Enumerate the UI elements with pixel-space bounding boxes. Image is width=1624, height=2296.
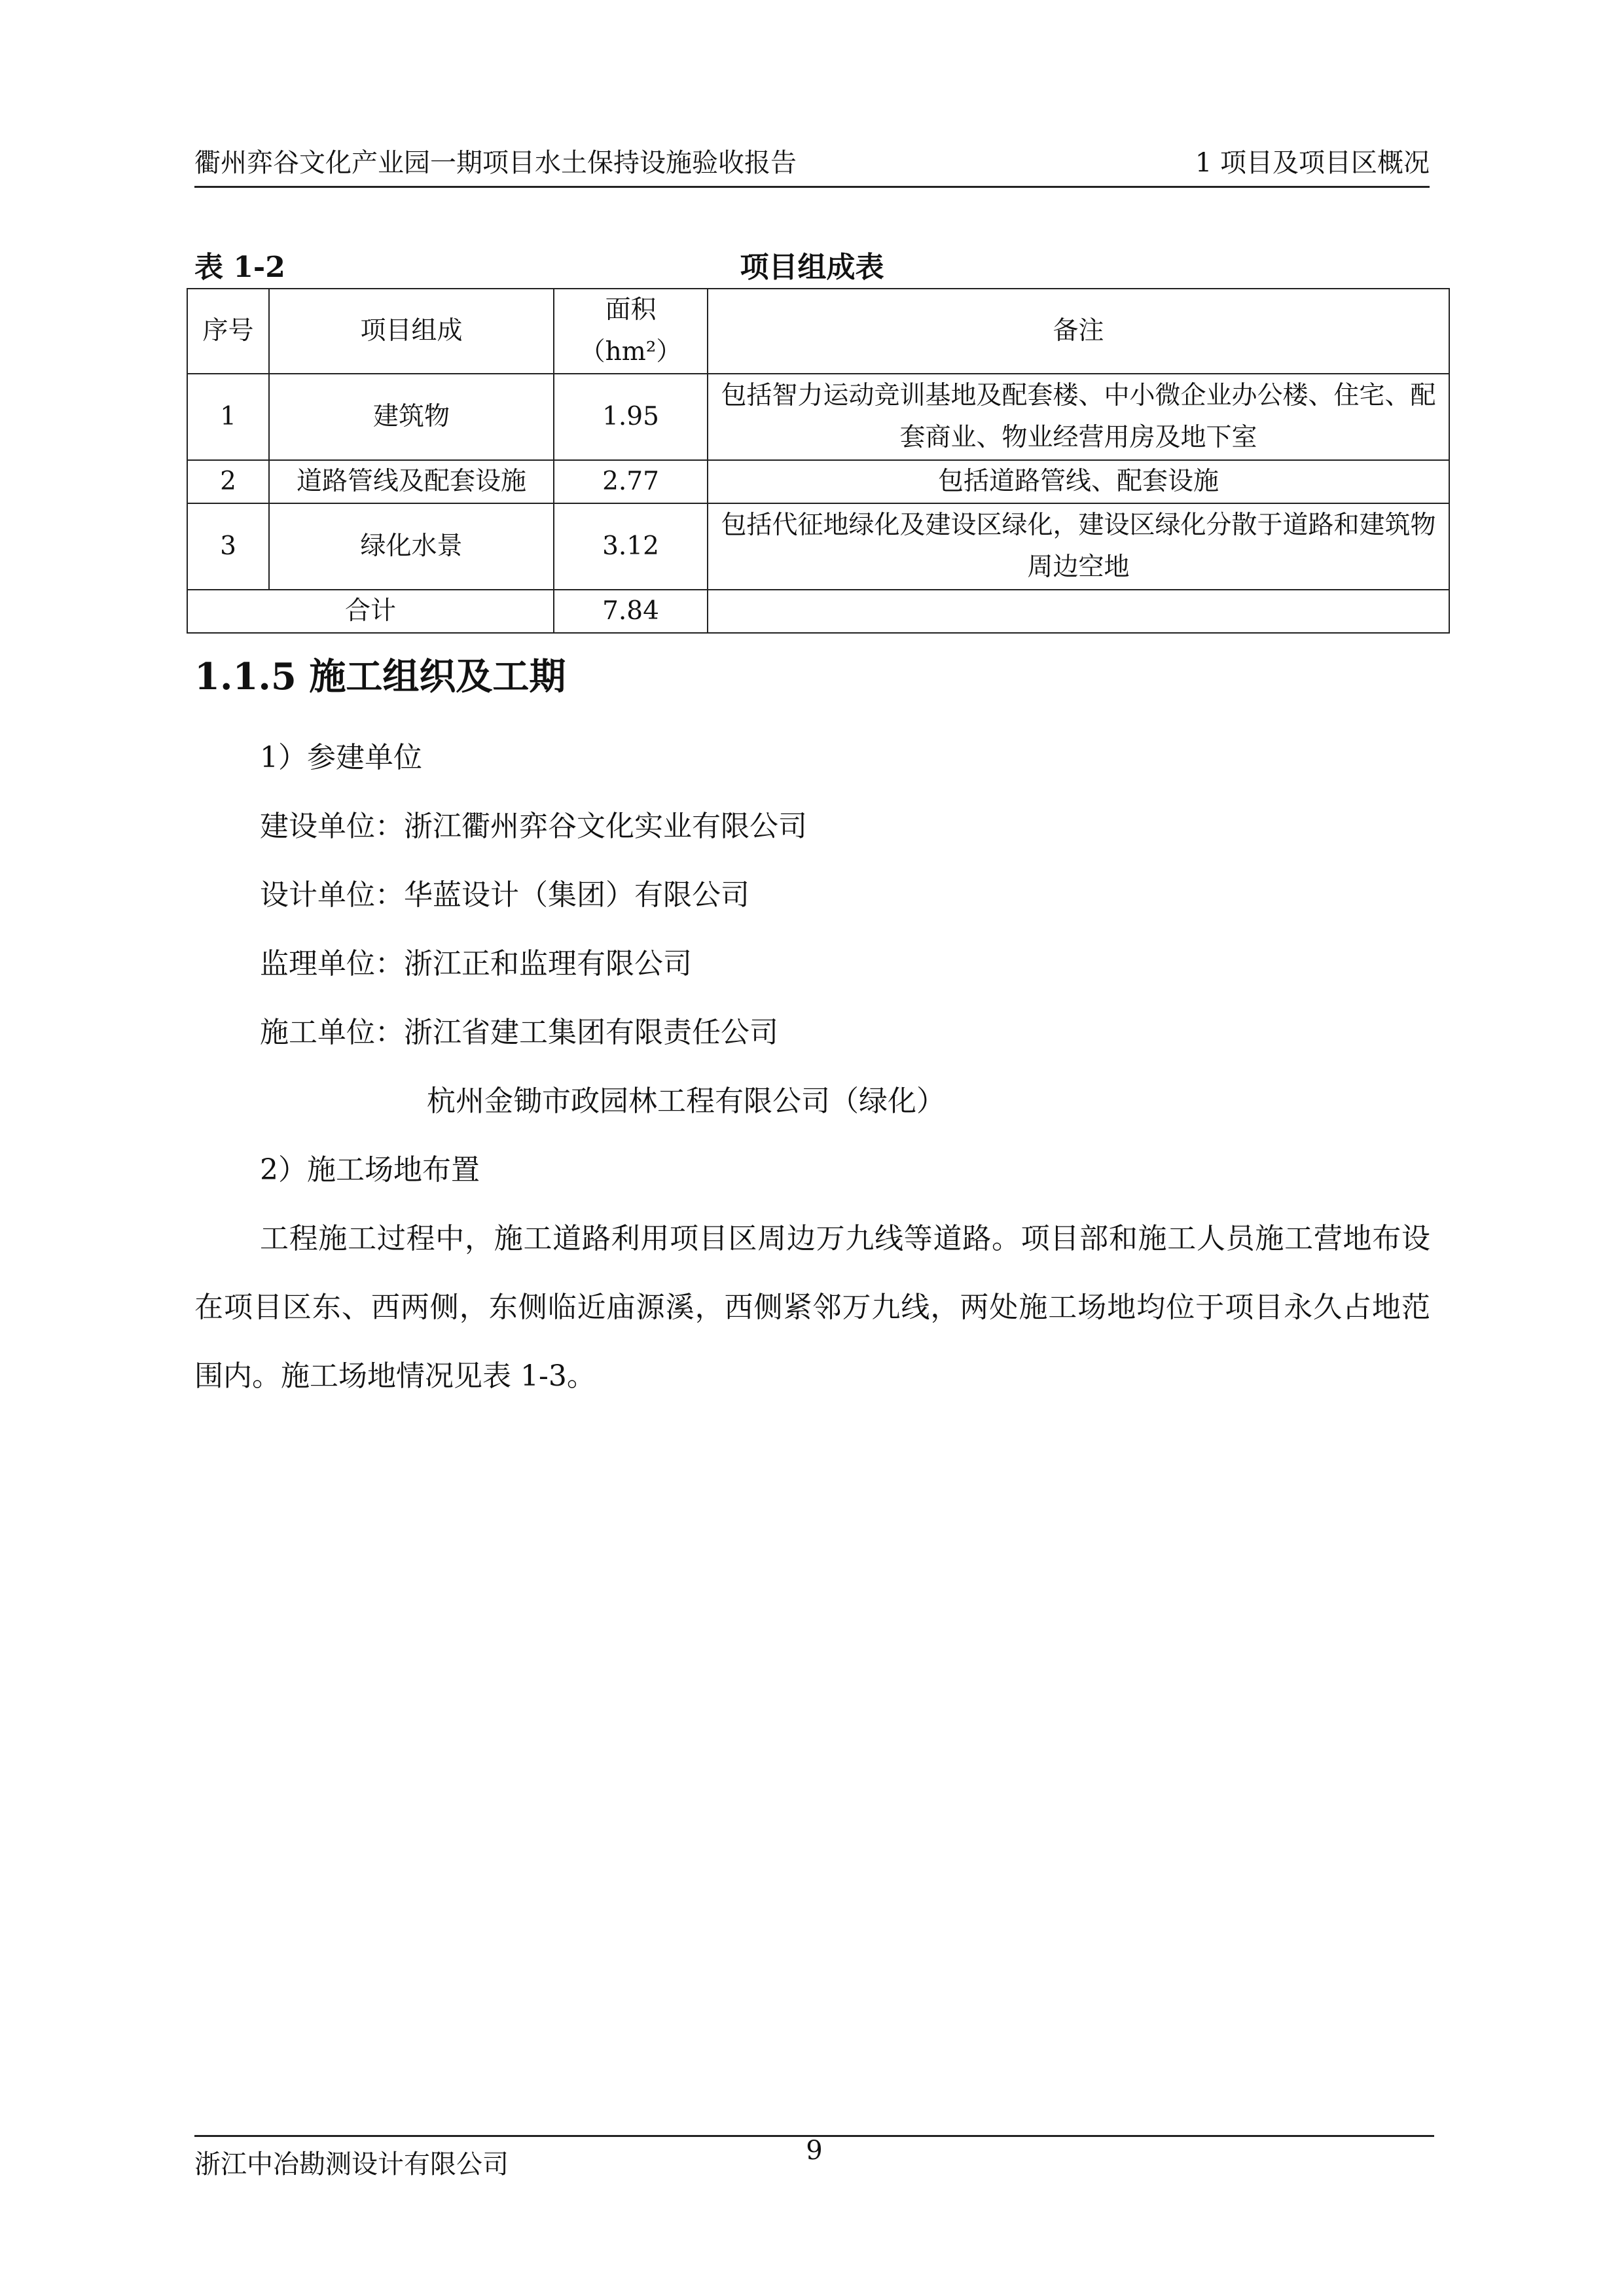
- col-header-area: 面积（hm²）: [554, 289, 708, 374]
- cell-no: 1: [187, 374, 269, 460]
- cell-total-label: 合计: [187, 590, 554, 633]
- list-item: 建设单位：浙江衢州弈谷文化实业有限公司: [260, 810, 807, 843]
- page-footer: [194, 2135, 1434, 2179]
- cell-no: 3: [187, 503, 269, 590]
- cell-component: 绿化水景: [269, 503, 554, 590]
- cell-area: 1.95: [554, 374, 708, 460]
- cell-area: 2.77: [554, 460, 708, 503]
- col-header-no: 序号: [187, 289, 269, 374]
- list-item: 1）参建单位: [260, 741, 422, 774]
- table-row: [187, 374, 1449, 460]
- header-chapter: 1 项目及项目区概况: [1195, 148, 1430, 178]
- col-header-component: 项目组成: [269, 289, 554, 374]
- header-report-title: 衢州弈谷文化产业园一期项目水土保持设施验收报告: [194, 148, 797, 178]
- table-title: 项目组成表: [740, 251, 884, 284]
- list-item: 监理单位：浙江正和监理有限公司: [260, 947, 692, 980]
- list-item: 设计单位：华蓝设计（集团）有限公司: [260, 878, 749, 912]
- table-caption: [194, 243, 1430, 284]
- subheading-site-layout: 2）施工场地布置: [260, 1153, 480, 1187]
- table-number: 表 1-2: [194, 251, 285, 284]
- footer-company: 浙江中冶勘测设计有限公司: [194, 2149, 509, 2179]
- cell-component: 建筑物: [269, 374, 554, 460]
- table-header-row: [187, 289, 1449, 374]
- cell-no: 2: [187, 460, 269, 503]
- cell-remark: 包括道路管线、配套设施: [708, 460, 1449, 503]
- cell-area: 3.12: [554, 503, 708, 590]
- cell-remark: 包括代征地绿化及建设区绿化，建设区绿化分散于道路和建筑物周边空地: [708, 503, 1449, 590]
- table-row: [187, 503, 1449, 590]
- project-composition-table: [187, 288, 1450, 634]
- table-row: [187, 460, 1449, 503]
- table-total-row: [187, 590, 1449, 633]
- cell-total-remark: [708, 590, 1449, 633]
- list-item-continuation: 杭州金锄市政园林工程有限公司（绿化）: [427, 1085, 945, 1118]
- page-number: 9: [806, 2136, 823, 2166]
- cell-component: 道路管线及配套设施: [269, 460, 554, 503]
- col-header-remark: 备注: [708, 289, 1449, 374]
- section-heading: 1.1.5 施工组织及工期: [194, 655, 566, 698]
- cell-total-area: 7.84: [554, 590, 708, 633]
- participants-list: [194, 723, 1430, 1204]
- cell-remark: 包括智力运动竞训基地及配套楼、中小微企业办公楼、住宅、配套商业、物业经营用房及地下室: [708, 374, 1449, 460]
- body-paragraph: 工程施工过程中，施工道路利用项目区周边万九线等道路。项目部和施工人员施工营地布设在项目区东、西两侧，东侧临近庙源溪，西侧紧邻万九线，两处施工场地均位于项目永久占地范围内。施工场地情况见表 1-3。: [194, 1222, 1430, 1393]
- page-header: [194, 145, 1430, 188]
- list-item: 施工单位：浙江省建工集团有限责任公司: [260, 1016, 778, 1049]
